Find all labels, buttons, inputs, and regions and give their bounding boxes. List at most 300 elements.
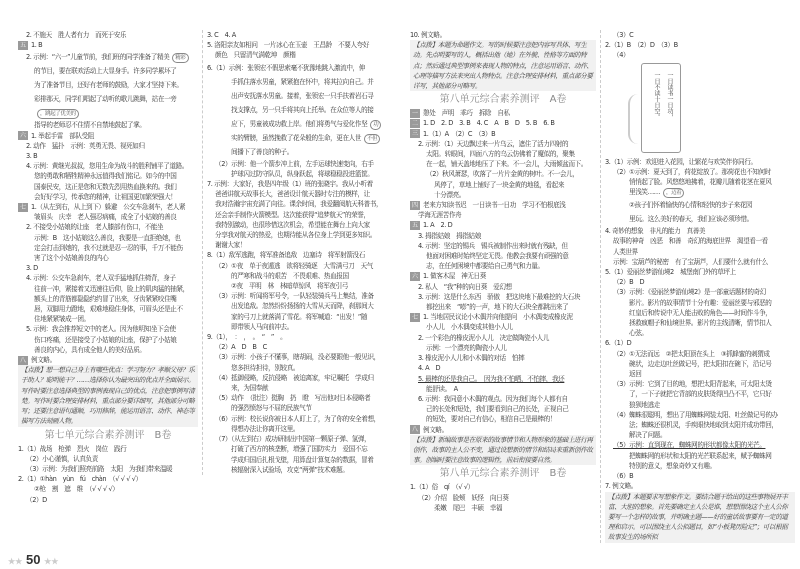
section-number-badge: 二 [411, 119, 418, 127]
answer-line [410, 108, 596, 118]
answer-line [410, 129, 596, 139]
answer-line [207, 159, 397, 169]
answer-text: 您多担待担待，别较真。 [231, 363, 300, 372]
answer-line [605, 430, 795, 440]
answer-text: （2）小心谨慎，认真负责 [26, 454, 98, 463]
answer-line [410, 503, 596, 513]
answer-text: 打破了西方的核垄断，增强了国防实力 爱国不忘 [231, 445, 368, 454]
answer-text: 第八单元综合素养测评 A卷 [439, 94, 567, 106]
answer-text: 1. D 2. D 3. B 4. C A B D 5. B 6. B [423, 119, 555, 128]
answer-line [18, 131, 198, 141]
answer-text: 特别的意义，想象奇妙又有趣。 [629, 461, 716, 470]
answer-line [18, 484, 198, 494]
answer-line [410, 394, 596, 404]
answer-line [207, 342, 397, 352]
answer-line [207, 465, 397, 475]
answer-text: 学成归国后扎根戈壁，用算盘计算复杂的数据，冒着 [231, 455, 374, 464]
answer-text: 定会打击到她的，我不过就是忍一忍的事，千万不能伤 [34, 243, 183, 252]
answer-text: （3）示例：小孩子不懂事，瞎胡闹，没必要跟他一般见识， [215, 353, 380, 362]
answer-line [605, 410, 795, 420]
answer-text: 5. 最棒的还是我自己。 因为我不怕晒，不怕摔，我还 [418, 374, 565, 383]
answer-line [18, 50, 198, 64]
answer-text: 爸爸讲航天故事长大，爸爸设计航天器时专注的模样，让 [215, 190, 370, 199]
answer-text: 憩处 声明 乖巧 拆除 自私 [423, 109, 510, 118]
answer-text: 3.（1）示例：欢迎进入花园，让繁花与欢笑伴你同行。 [605, 157, 757, 166]
answer-text: 国泰民安，这正是您和无数先烈用热血换来的。我们 [34, 182, 177, 191]
answer-line [207, 230, 397, 240]
answer-text: 风停了，草地上铺好了一块金黄的地毯，看起来 [434, 180, 565, 189]
answer-line [18, 78, 198, 92]
answer-text: 善良的内心，具有成全他人的美好品质。 [34, 345, 146, 354]
answer-text: 法；蜘蛛还很机灵，手疾眼快地取到太阳并成功带回， [629, 421, 778, 430]
answer-text: 2. 示例：“六一”儿童节前，我们班的同学准备了精美 [26, 53, 170, 62]
answer-text: 伤口疼痛，还是接受了小姑娘的让座，保护了小姑娘 [34, 335, 177, 344]
answer-text: 第八单元综合素养测评 B卷 [439, 468, 567, 480]
answer-text: （4）抵御侵略，反抗侵略 被迫离家，牢记嘱托 学成归 [215, 373, 374, 382]
answer-line [605, 471, 795, 481]
answer-line [410, 159, 596, 169]
answer-line [207, 261, 397, 271]
answer-text: 在一起，铺天盖地地压了下来。不一会儿，大雨倾盆而下。 [426, 160, 588, 169]
answer-line [605, 277, 795, 287]
answer-text: 还会亲手制作火箭模型。这次能获得“追梦航天”的荣誉， [215, 210, 370, 219]
answer-line [605, 461, 795, 471]
answer-line [605, 50, 795, 60]
answer-text: （2）B D [613, 278, 645, 287]
answer-text: 老来方知读书迟 一日读书一日功 学习不怕根底浅 [423, 201, 566, 210]
answer-text: 例文略。 [423, 425, 448, 434]
answer-text: 6.（1）示例：张领宏不假思索毫不犹豫地跳入激流中，伸 [207, 63, 365, 72]
answer-line [18, 454, 198, 464]
handwritten-correction: 不但 [364, 134, 380, 144]
answer-line [18, 212, 198, 222]
answer-line [18, 335, 198, 345]
answer-text: 额头上的青筋都隐隐约约冒了出来，牙齿紧紧咬住嘴 [34, 294, 177, 303]
answer-line [207, 403, 397, 413]
answer-column-4 [600, 30, 795, 543]
answer-line [207, 179, 397, 189]
answer-line [410, 425, 596, 435]
section-number-badge: 七 [19, 203, 26, 211]
answer-line [18, 171, 198, 181]
answer-text: 得想办法让你离开这里。 [231, 424, 300, 433]
bookmark-text: 一日不读十日空。 [653, 71, 660, 120]
answer-text: 把蜘蛛网的形状和太阳的光芒联系起来，赋予蜘蛛网 [629, 451, 772, 460]
answer-text: 唇，双脚用力蹬地，艰难地稳住身体，可眉头还是止不 [34, 305, 183, 314]
answer-text: 2.（1）B （2）D （3）B [605, 41, 678, 50]
answer-line [410, 322, 596, 332]
answer-text: 1. 举起手雷 部队受阻 [31, 131, 94, 140]
answer-line [410, 190, 596, 200]
answer-text: 2. 动作 猛扑 示例：英勇无畏、视死如归 [26, 141, 145, 150]
answer-line [207, 169, 397, 179]
answer-line [410, 363, 596, 373]
answer-text: 1. B [31, 41, 43, 50]
answer-text: 1. 做客木屋 神无日葵 [423, 272, 486, 281]
answer-text: 1.（1）A （2）C （3）B [423, 129, 496, 138]
answer-text: 2. 示例：（1）天边飘过来一片乌云，遮住了活力四射的 [418, 139, 569, 148]
answer-text: 心弦。 [629, 329, 648, 338]
section-title [18, 428, 198, 443]
answer-line [605, 30, 795, 40]
section-title [410, 466, 596, 481]
answer-text: 分享我对航天的热爱，也期待能从各位身上学到更多知识。 [215, 231, 377, 240]
answer-text: 人类世界 [613, 247, 638, 256]
answer-line [207, 189, 397, 199]
answer-line [18, 273, 198, 283]
bookmark-illustration [641, 63, 681, 153]
answer-line [410, 374, 596, 384]
answer-text: 4. 示例：黄继光叔叔，您用生命为战斗的胜利铺平了道路。 [26, 162, 189, 171]
answer-line [207, 61, 397, 75]
answer-line [410, 343, 596, 353]
answer-line [207, 103, 397, 117]
section-title [410, 92, 596, 107]
answer-text: 我特别激动，也很珍惜这次机会，希望能在舞台上向大家 [215, 220, 370, 229]
answer-text: 志，在任何困境中都要给自己勇气和力量。 [426, 262, 544, 271]
answer-line [410, 404, 596, 414]
answer-text: （3）示例：《爱丽丝梦游仙境2》是一部童话题材的奇幻 [613, 288, 766, 297]
answer-line [605, 389, 795, 399]
answer-text: 2. 不施天 胜人者有力 而死于安乐 [26, 31, 127, 39]
answer-text: 彩排那天，同学们唱起了动听的歌儿跳舞，站在一旁 [34, 95, 177, 104]
page-number-text: 50 [25, 552, 41, 567]
answer-line [18, 30, 198, 40]
answer-line [18, 324, 198, 334]
answer-line [410, 333, 596, 343]
answer-line [605, 298, 795, 308]
answer-text: （6）B [613, 472, 634, 481]
answer-text: 9.（1）， ： ， 。 “ ” 。 [207, 333, 287, 342]
answer-text: 3. C 4. A [207, 31, 236, 39]
section-number-badge: 八 [19, 356, 26, 364]
answer-text: （2）秋风萧瑟，吹落了一片片金黄的树叶。不一会儿， [426, 170, 579, 179]
answer-line [207, 291, 397, 301]
answer-line [410, 312, 596, 322]
answer-text: 1. 当地居民议论小木偶并向他提问 小木偶变成橡皮泥 [423, 313, 573, 322]
answer-text: 的短处，要对自己有信心，相信自己是最棒的！ [426, 415, 557, 424]
answer-text: ②孩子们怀着愉快的心情和轻快的步子来花园 [629, 201, 753, 210]
bookmark-text: 一日读书一日功， [666, 71, 673, 120]
answer-text: 您的勇敢和牺牲精神永远值得我们铭记。如今的中国 [34, 172, 177, 181]
answer-text: 应下，男童被成功救上岸。他们将勇气与爱化作坚 [231, 119, 368, 128]
answer-line [207, 271, 397, 281]
answer-column-2 [202, 30, 397, 475]
answer-text: 的节目，要在联欢活动上大显身手。许多同学累坏了 [34, 67, 177, 76]
answer-line [605, 236, 795, 246]
answer-text: 2. 私人 “我”种的向日葵 爱幻想 [418, 282, 512, 291]
answer-text: ②枪 割 遮 维 （√ √ √ √） [34, 485, 119, 494]
answer-text: （5）动作 （批注）挺胸 扔 瞪 写出他对日本侵略者 [215, 394, 371, 403]
answer-line [207, 145, 397, 159]
answer-text: （2）①夜 单于夜遁逃 欲将轻骑逐 大雪满弓刀 天气 [215, 261, 373, 270]
answer-text: 己的长处和短处，我们要看到自己的长处，正视自己 [426, 405, 569, 414]
answer-line [605, 287, 795, 297]
answer-text: 7. 例文略。 [605, 482, 637, 491]
answer-line [18, 40, 198, 50]
answer-line [605, 369, 795, 379]
answer-line [410, 251, 596, 261]
answer-line [605, 187, 795, 198]
answer-line [605, 247, 795, 257]
answer-text: 4. A D [418, 364, 441, 373]
answer-line [605, 338, 795, 348]
answer-line [605, 177, 795, 187]
answer-line [207, 131, 397, 145]
answer-line [410, 169, 596, 179]
answer-text: 护球闪过防守队员，纵身跃起，将球稳稳投进篮筐。 [231, 169, 374, 178]
answer-text: 1.（1）战场 枪弹 烈火 岗位 践行 [18, 444, 127, 453]
answer-line [605, 379, 795, 389]
answer-text: 狼狈地逃走 [629, 400, 660, 409]
answer-text: 1.（从左到右，从上到下）躲避 公交车急刹车，老人紧 [31, 203, 186, 212]
answer-text: 拯救疯帽子和仙境世界。影片的主线清晰，情节扣人 [629, 319, 772, 328]
answer-text: 我对浩瀚宇宙充满了向往。课余时间，我爱翻阅航天科普书， [215, 200, 383, 209]
answer-text: 4. 奇妙的想象 非凡的能力 真善美 [605, 227, 706, 236]
answer-line [207, 89, 397, 103]
handwritten-correction: 功 [370, 120, 381, 130]
answer-text: 能舒读。 A [426, 384, 458, 393]
answer-line [207, 312, 397, 322]
tip-box [605, 492, 795, 543]
answer-line [605, 40, 795, 50]
answer-line [18, 284, 198, 294]
answer-line [207, 363, 397, 373]
answer-text: （3）C [613, 31, 634, 39]
answer-line [605, 349, 795, 359]
answer-text: （2）示例：他一个箭步冲上前，左手运球快速变向，右手 [215, 159, 374, 168]
answer-text: 5. 示例：我会推荐短文中的老人。因为他明知坐下会使 [26, 325, 176, 334]
answer-line [18, 222, 198, 232]
answer-line [207, 250, 397, 260]
answer-text: 的严寒和战斗的艰苦 不畏艰难、热血报国 [231, 271, 349, 280]
answer-line [207, 301, 397, 311]
answer-line [410, 261, 596, 271]
answer-line [410, 241, 596, 251]
answer-text: 3. 橡皮泥小人儿和小木偶的对话 怕摔 [418, 354, 525, 363]
answer-line [18, 64, 198, 78]
answer-line [207, 30, 397, 40]
answer-line [207, 281, 397, 291]
answer-text: 示例：一个漂亮的陶瓷小人儿 [426, 343, 507, 352]
answer-line [18, 92, 198, 120]
answer-text: 红皇后和传说中无人能击败的角色——时间作斗争， [629, 308, 772, 317]
answer-line [410, 139, 596, 149]
section-number-badge: 四 [411, 201, 418, 209]
section-number-badge: 三 [411, 130, 418, 138]
section-number-badge: 六 [19, 132, 26, 140]
answer-text: （4）蜘蛛很聪明，想出了用蜘蛛网装太阳、吐丝做记号的办 [613, 410, 778, 419]
answer-text: 7. 示例：大家好，我是四年级（1）班的张晓宇。我从小听着 [207, 180, 373, 189]
answer-text: 5.（1）爱丽丝梦游仙境2 城堡南门外的草坪上 [605, 268, 736, 277]
answer-line [605, 267, 795, 277]
answer-text: 出发追敌。忽然纷纷扬扬的大雪从天而降，刹那间大 [231, 302, 374, 311]
answer-text: 第七单元综合素养测评 B卷 [44, 429, 172, 441]
answer-line [605, 318, 795, 328]
answer-line [207, 210, 397, 220]
answer-line [605, 212, 795, 226]
answer-line [18, 182, 198, 192]
answer-line [605, 400, 795, 410]
answer-line [207, 455, 397, 465]
answer-text: 3. 示例：这是什么东西 骄傲 把这块地下最难挖的大石块 [418, 292, 581, 301]
tip-box [410, 40, 596, 91]
answer-text: 柔嫩 尾巴 丰硕 幸福 [434, 503, 503, 512]
answer-line [605, 226, 795, 236]
answer-text: 往前一冲，紧接着又迅速往后仰，脸上的肌肉猛的抽紧， [34, 284, 189, 293]
answer-text: 2.（1）①hàn yùn fú chàn （√ √ √ √） [18, 475, 142, 484]
answer-text: 【点拨】新编故事是在原来的故事情节和人物形象的基础上进行再创作，故事的主人公不变，通过设想新的情节和结局来重新创作故事。创编时要注意故事的逻辑性，前后衔接要自然。 [413, 435, 593, 465]
answer-text: 十分漂亮。 [434, 190, 465, 199]
answer-text: 太阳。转眼间，四面八方的乌云仿佛着了魔似的，聚集 [426, 150, 575, 159]
answer-text: 解决了问题。 [629, 431, 667, 440]
answer-line [605, 198, 795, 212]
answer-text: 故事的神奇 凶恶 和善 奇幻的海底世界 渴望看一看 [613, 237, 768, 246]
section-number-badge: 五 [19, 41, 26, 49]
answer-line [207, 373, 397, 383]
tip-box [410, 435, 596, 466]
answer-line [18, 120, 198, 130]
answer-text: （2）①示例：夏天到了，荷花绽放了。那荷花也不知何时 [613, 167, 771, 176]
answer-text: （2）D [26, 495, 47, 504]
answer-line [410, 292, 596, 302]
answer-line [410, 353, 596, 363]
answer-line [207, 322, 397, 332]
answer-text: 即带领人马向前冲去。 [231, 322, 293, 331]
answer-text: 都挖出来 “嘭”的一声，地下的大石块全都跳出来了 [426, 303, 569, 312]
answer-line [605, 481, 795, 491]
answer-line [410, 282, 596, 292]
answer-line [605, 167, 795, 177]
answer-line [410, 271, 596, 281]
answer-text: 颜色 只留清气满乾坤 颜楷 [215, 51, 296, 60]
answer-line [410, 118, 596, 128]
answer-text: （3）示例：听闻将军号令，一队轻装骑兵马上集结，准备 [215, 292, 374, 301]
answer-text: ②夜 平明 林 林暗草惊风 将军夜引弓 [231, 282, 348, 291]
answer-text: 示例：宝葫芦的秘密 有了宝葫芦，人们要什么就有什么 [613, 257, 768, 266]
answer-column-3 [410, 30, 596, 513]
answer-line [207, 434, 397, 444]
answer-line [18, 304, 198, 314]
answer-line [410, 149, 596, 159]
answer-text: （2）介绍 脸颊 妖怪 向日葵 [418, 493, 509, 502]
answer-line [18, 464, 198, 474]
answer-text: 碗状，边走边吐丝做记号，把太阳扣在碗下，沿记号 [629, 359, 772, 368]
answer-text: 他面对困难时始终坚定无畏。他教会我要有顽强的意 [426, 252, 569, 261]
answer-line [605, 308, 795, 318]
answer-line [605, 440, 795, 450]
answer-text: 【点拨】本题为命题作文。写的时候要注意把内容写具体、写生动。先点明要写的人，概括出他（她）在外貌、性格等方面的特点；然后通过典型事例来表现人物的特点，注意运用语言、动作、心理等描写方法来突出人物特点。注意合理安排材料，重点部分要详写，其他部分可略写。 [413, 41, 593, 91]
answer-text: 谢谢大家！ [215, 241, 246, 250]
answer-text: （2）A D B C [215, 343, 267, 352]
answer-text: 10. 例文略。 [410, 31, 446, 39]
answer-line [18, 202, 198, 212]
answer-line [18, 294, 198, 304]
answer-line [605, 328, 795, 338]
answer-text: （4） [613, 51, 630, 60]
answer-text: 住地紧紧皱成一团。 [34, 315, 90, 324]
answer-line [410, 482, 596, 492]
answer-line [18, 263, 198, 273]
answer-text: 家的弓刀上就落满了雪花。将军喊道：“出发！”随 [231, 312, 368, 321]
answer-line [410, 200, 596, 210]
answer-line [18, 444, 198, 454]
answer-text: 害了这个小姑娘善良的内心 [34, 254, 109, 263]
answer-text: 3. B [26, 152, 38, 161]
answer-line [207, 50, 397, 60]
answer-text: （7）（从左到右）成功研制出中国第一颗原子弹、氢弹， [215, 435, 371, 444]
answer-line [18, 474, 198, 484]
answer-text: （3）示例：它到了目的地，想把太阳背起来，可太阳太烫 [613, 380, 772, 389]
answer-text: 例文略。 [31, 356, 56, 365]
answer-line [410, 302, 596, 312]
answer-column-1 [18, 30, 198, 505]
answer-line [207, 352, 397, 362]
answer-text: （5）示例：直到现在，蜘蛛网的形状都像太阳的光芒。 [613, 441, 766, 450]
answer-line [207, 424, 397, 434]
answer-line [18, 161, 198, 171]
page-number: ★★ 50 ★★ [8, 552, 59, 567]
answer-line [18, 243, 198, 253]
answer-text: 2. 一个彩色的橡皮泥小人儿 决定做陶瓷小人儿 [418, 333, 550, 342]
answer-text: 学海无涯苦作舟 [418, 211, 462, 220]
answer-text: 2. 不接受小姑娘的让座 老人膝部有伤口，不能坐 [26, 223, 164, 232]
answer-line [207, 199, 397, 209]
answer-text: 1. A 2. D [423, 221, 453, 230]
answer-text: 小人儿 小木偶变成其他小人儿 [426, 323, 513, 332]
answer-text: 手抓住落水男童，紧紧抱在怀中，将其拉向自己。并 [231, 77, 374, 86]
answer-line [410, 180, 596, 190]
section-number-badge: 八 [411, 426, 418, 434]
handwritten-correction: ，跳起了优美的 [37, 109, 79, 119]
answer-line [18, 345, 198, 355]
handwritten-correction: ，迈着 [663, 188, 684, 198]
answer-text: 5. 洛阳亲友如相问 一片冰心在玉壶 王昌龄 不要人夸好 [207, 41, 370, 50]
answer-line [207, 414, 397, 424]
answer-line [18, 192, 198, 202]
answer-line [410, 30, 596, 40]
answer-line [18, 495, 198, 505]
answer-text: 6. 示例：我同意小木偶的观点。因为我们每个人都有自 [418, 394, 568, 403]
answer-text: 找支撑点，另一只手将其向上托举。在众位等人的接 [231, 105, 374, 114]
answer-line [605, 157, 795, 167]
answer-text: 返回 [629, 370, 642, 379]
answer-line [207, 75, 397, 89]
answer-line [410, 493, 596, 503]
answer-text: 来，为国奉献 [231, 384, 269, 393]
section-number-badge: 五 [411, 221, 418, 229]
answer-text: 4. 示例：坚定的锡兵 锡兵被制作出来时就有残缺，但 [418, 241, 568, 250]
answer-line [605, 257, 795, 267]
answer-line [207, 117, 397, 131]
answer-line [605, 451, 795, 461]
answer-line [207, 332, 397, 342]
answer-line [410, 210, 596, 220]
answer-text: 【点拨】本题要求写想象作文。要结合题干给出的这些事物展开丰富、大胆的想象。首先要确定主人公是谁，想想围绕这个主人公你要写一个怎样的故事，并明确主题——好的童话故事要有一定的道理和启示。可以围绕主人公拟题目，如“小板凳历险记”；可以根据故事发生的场所拟 [608, 492, 788, 542]
section-number-badge: 七 [411, 313, 418, 321]
answer-text: 里玩。这么美好的春天，我们应该必须珍惜。 [629, 215, 753, 224]
answer-text: 3. D [26, 264, 38, 273]
answer-line [18, 355, 198, 365]
answer-line [410, 384, 596, 394]
answer-line [18, 141, 198, 151]
answer-text: 6.（1）D [605, 339, 632, 348]
answer-text: 1.（1）俗 qí （√ √） [410, 483, 474, 492]
tip-box [18, 365, 198, 426]
answer-text: 【点拨】想一想自己身上有哪些优点：学习努力？孝顺父母？乐于助人？聪明能干？……选择你认为最突出的优点并全面展示。写作时要注意选择典型的事例表现自己的优点，注意把事例写清楚。写作时要合理安排材料，重点部分要详细写，其他部分可略写；还要注意语句通顺，巧用修辞，能运用语言、动作、神态等描写方法刻画人物。 [21, 366, 195, 426]
answer-line [207, 220, 397, 230]
answer-line [207, 393, 397, 403]
